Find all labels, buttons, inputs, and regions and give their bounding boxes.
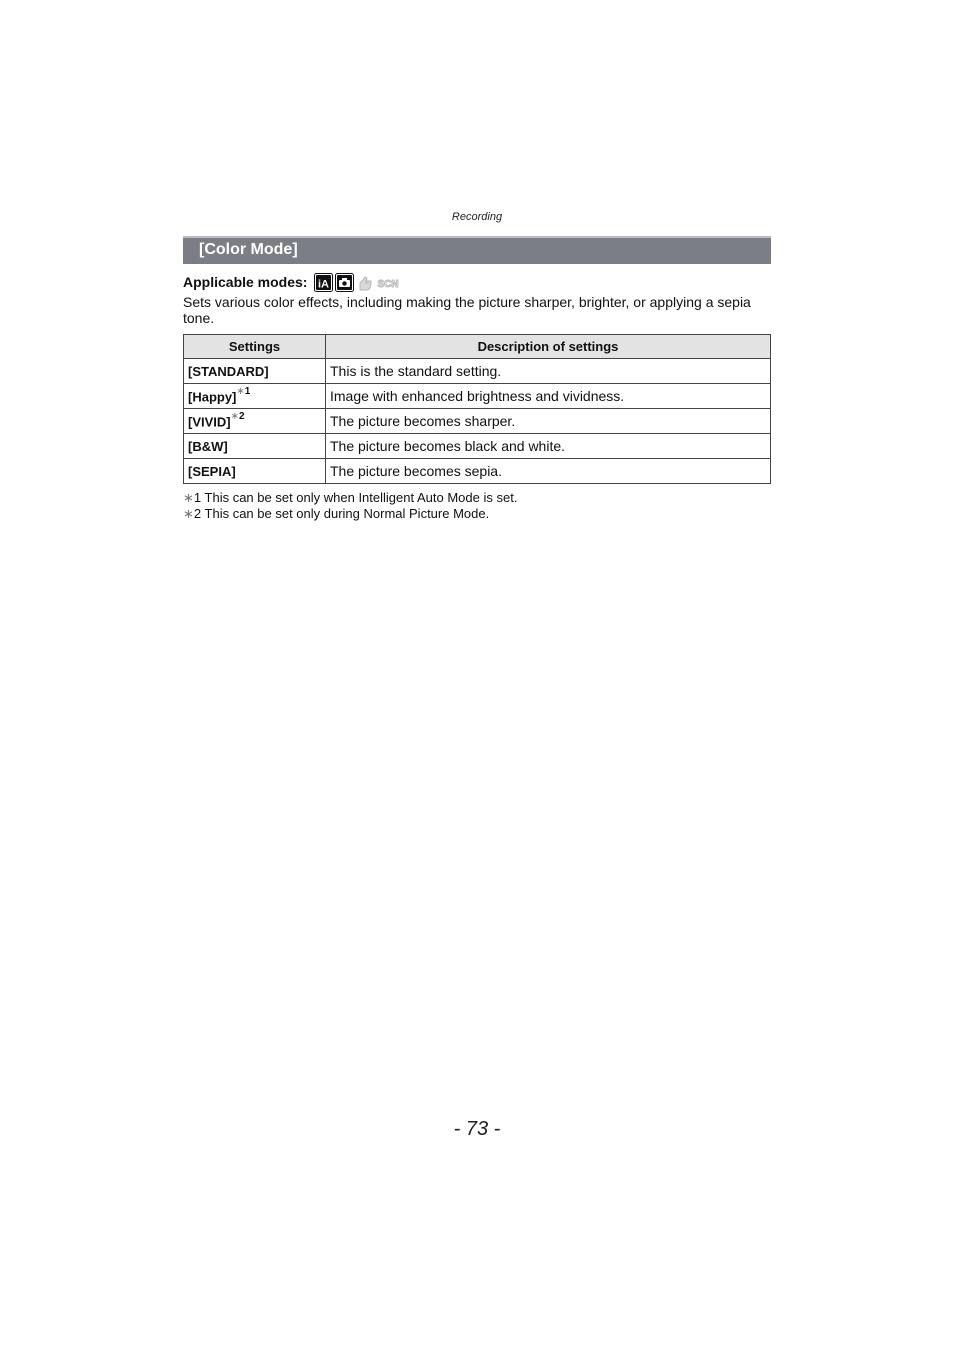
column-header-settings: Settings xyxy=(184,335,326,359)
setting-description: The picture becomes black and white. xyxy=(326,434,771,459)
footnote-reference: ∗2 xyxy=(230,410,245,422)
footnotes xyxy=(183,490,517,522)
table-row xyxy=(184,359,771,384)
settings-table xyxy=(183,334,771,484)
setting-description: The picture becomes sharper. xyxy=(326,409,771,434)
table-row xyxy=(184,459,771,484)
section-header-bar xyxy=(183,236,771,264)
footnote-mark: 1 xyxy=(193,490,202,505)
intelligent-auto-icon-text: iA xyxy=(318,278,330,290)
column-header-description: Description of settings xyxy=(326,335,771,359)
footnote: ∗2 This can be set only during Normal Picture Mode. xyxy=(183,506,490,521)
scene-mode-icon-text: SCN xyxy=(377,278,400,290)
running-head: Recording xyxy=(451,211,503,223)
table-row xyxy=(184,384,771,409)
setting-name-cell xyxy=(184,384,326,409)
setting-name: [VIVID] xyxy=(188,414,231,430)
section-description: Sets various color effects, including making the picture sharper, brighter, or applying a sepia tone. xyxy=(183,294,751,326)
normal-picture-camera-icon xyxy=(335,273,354,292)
setting-name-cell xyxy=(184,434,326,459)
setting-name-cell xyxy=(184,409,326,434)
footnote-text: This can be set only during Normal Picture Mode. xyxy=(204,506,490,521)
setting-description: This is the standard setting. xyxy=(326,359,771,384)
applicable-modes-row xyxy=(183,272,398,292)
setting-name: [Happy] xyxy=(188,389,237,405)
footnote-mark: 2 xyxy=(193,506,202,521)
setting-name: [B&W] xyxy=(188,438,228,454)
my-color-hand-icon xyxy=(356,273,375,292)
setting-description: Image with enhanced brightness and vividness. xyxy=(326,384,771,409)
applicable-modes-label: Applicable modes: xyxy=(183,274,308,290)
table-row xyxy=(184,434,771,459)
section-title: [Color Mode] xyxy=(199,241,298,258)
footnote: ∗1 This can be set only when Intelligent Auto Mode is set. xyxy=(183,490,518,505)
footnote-reference: ∗1 xyxy=(236,385,251,397)
footnote-reference-number: 1 xyxy=(244,385,251,397)
page-number: - 73 - xyxy=(453,1118,501,1140)
setting-name-cell xyxy=(184,359,326,384)
setting-description: The picture becomes sepia. xyxy=(326,459,771,484)
table-header-row xyxy=(184,335,771,359)
scene-mode-icon xyxy=(377,273,400,292)
setting-name: [SEPIA] xyxy=(188,463,236,479)
setting-name-cell xyxy=(184,459,326,484)
footnote-text: This can be set only when Intelligent Auto Mode is set. xyxy=(204,490,518,505)
setting-name: [STANDARD] xyxy=(188,363,269,379)
intelligent-auto-icon xyxy=(314,273,333,292)
table-row xyxy=(184,409,771,434)
footnote-reference-number: 2 xyxy=(239,410,245,422)
